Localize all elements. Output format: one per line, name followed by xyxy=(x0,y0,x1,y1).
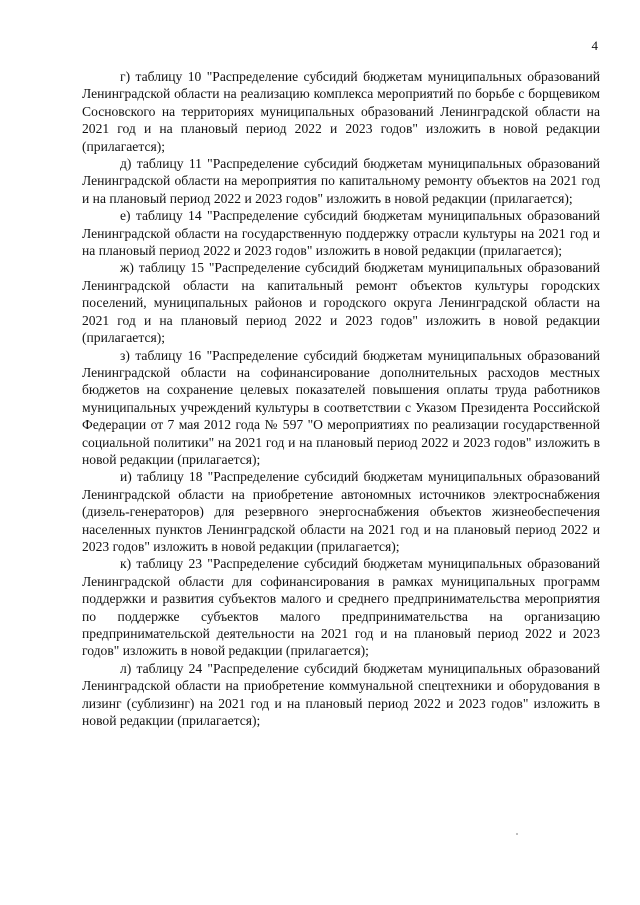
paragraph-l: л) таблицу 24 "Распределение субсидий бюджетам муниципальных образований Ленинградской области на приобретение коммунальной спецтехники и оборудования в лизинг (сублизинг) на 2021 год и на плановый период 2022 и 2023 годов" изложить в новой редакции (прилагается); xyxy=(82,660,600,729)
paragraph-zh: ж) таблицу 15 "Распределение субсидий бюджетам муниципальных образований Ленинградской области на капитальный ремонт объектов культуры городских поселений, муниципальных районов и городского округа Ленинградской области на 2021 год и на плановый период 2022 и 2023 годов" изложить в новой редакции (прилагается); xyxy=(82,260,600,346)
scan-speck xyxy=(516,833,518,835)
paragraph-k: к) таблицу 23 "Распределение субсидий бюджетам муниципальных образований Ленинградской области для софинансирования в рамках муниципальных программ поддержки и развития субъектов малого и среднего предпринимательства мероприятия по поддержке субъектов малого предпринимательства на организацию предпринимательской деятельности на 2021 год и на плановый период 2022 и 2023 годов" изложить в новой редакции (прилагается); xyxy=(82,556,600,659)
paragraph-d: д) таблицу 11 "Распределение субсидий бюджетам муниципальных образований Ленинградской области на мероприятия по капитальному ремонту объектов на 2021 год и на плановый период 2022 и 2023 годов" изложить в новой редакции (прилагается); xyxy=(82,156,600,206)
paragraph-e: е) таблицу 14 "Распределение субсидий бюджетам муниципальных образований Ленинградской области на государственную поддержку отрасли культуры на 2021 год и на плановый период 2022 и 2023 годов" изложить в новой редакции (прилагается); xyxy=(82,208,600,259)
paragraph-g: г) таблицу 10 "Распределение субсидий бюджетам муниципальных образований Ленинградской области на реализацию комплекса мероприятий по борьбе с борщевиком Сосновского на территориях муниципальных образований Ленинградской области на 2021 год и на плановый период 2022 и 2023 годов" изложить в новой редакции (прилагается); xyxy=(82,69,600,154)
document-body xyxy=(82,68,600,729)
paragraph-z: з) таблицу 16 "Распределение субсидий бюджетам муниципальных образований Ленинградской области на софинансирование дополнительных расходов местных бюджетов на сохранение целевых показателей повышения оплаты труда работников муниципальных учреждений культуры в соответствии с Указом Президента Российской Федерации от 7 мая 2012 года № 597 "О мероприятиях по реализации государственной социальной политики" на 2021 год и на плановый период 2022 и 2023 годов" изложить в новой редакции (прилагается); xyxy=(82,347,600,467)
paragraph-i: и) таблицу 18 "Распределение субсидий бюджетам муниципальных образований Ленинградской области на приобретение автономных источников электроснабжения (дизель-генераторов) для резервного энергоснабжения объектов жизнеобеспечения населенных пунктов Ленинградской области на 2021 год и на плановый период 2022 и 2023 годов" изложить в новой редакции (прилагается); xyxy=(82,469,600,554)
page-number: 4 xyxy=(591,38,598,53)
